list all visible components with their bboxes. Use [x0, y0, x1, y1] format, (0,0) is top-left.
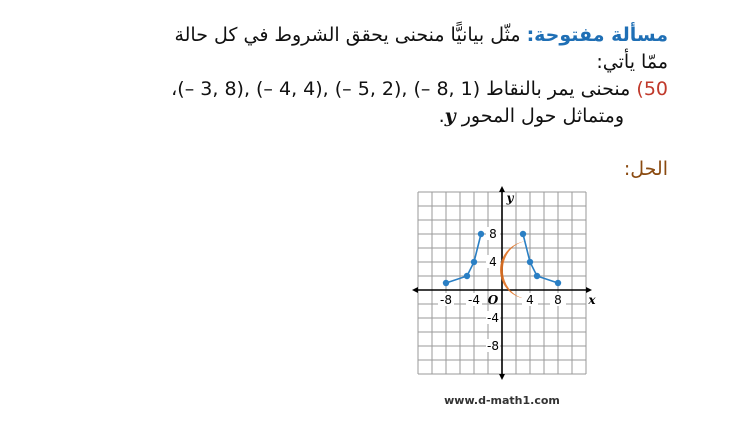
problem-line-1 — [48, 22, 668, 49]
data-point — [520, 231, 526, 237]
problem-block — [48, 22, 668, 130]
data-point — [471, 259, 477, 265]
y-tick-label: 8 — [489, 227, 497, 241]
data-point — [478, 231, 484, 237]
problem-prompt-1: مثّل بيانيًّا منحنى يحقق الشروط في كل حالة — [174, 24, 527, 46]
data-point — [534, 273, 540, 279]
x-tick-label: -8 — [440, 293, 452, 307]
x-axis-arrow-left — [412, 287, 418, 293]
solution-graph — [412, 186, 596, 392]
question-number: 50) — [636, 78, 668, 100]
axis-labels — [438, 191, 596, 353]
y-tick-label: -8 — [487, 339, 499, 353]
data-point — [464, 273, 470, 279]
data-point — [443, 280, 449, 286]
data-point — [555, 280, 561, 286]
question-text-2: ومتماثل حول المحور — [455, 105, 624, 127]
x-tick-label: 4 — [526, 293, 534, 307]
question-text: منحنى يمر بالنقاط (1 ,8 –) ,(2 ,5 –) ,(4 ,4 –) ,(8 ,3 –)، — [171, 78, 637, 100]
data-point — [527, 259, 533, 265]
y-tick-label: -4 — [487, 311, 499, 325]
period: . — [438, 105, 445, 127]
x-axis-label: x — [588, 293, 596, 307]
problem-prompt-2: ممّا يأتي: — [596, 51, 668, 73]
solution-label: الحل: — [623, 158, 668, 180]
x-tick-label: 8 — [554, 293, 562, 307]
problem-line-4 — [48, 103, 668, 130]
y-axis-arrow-down — [499, 374, 505, 380]
problem-line-3 — [48, 76, 668, 103]
website-url: www.d-math1.com — [444, 394, 560, 407]
origin-label: O — [487, 293, 499, 307]
y-tick-label: 4 — [489, 255, 497, 269]
axis-variable: y — [444, 105, 456, 127]
axes — [412, 186, 592, 380]
y-axis-arrow-up — [499, 186, 505, 192]
problem-title: مسألة مفتوحة: — [526, 24, 668, 46]
y-axis-label: y — [506, 191, 514, 205]
x-tick-label: -4 — [468, 293, 480, 307]
